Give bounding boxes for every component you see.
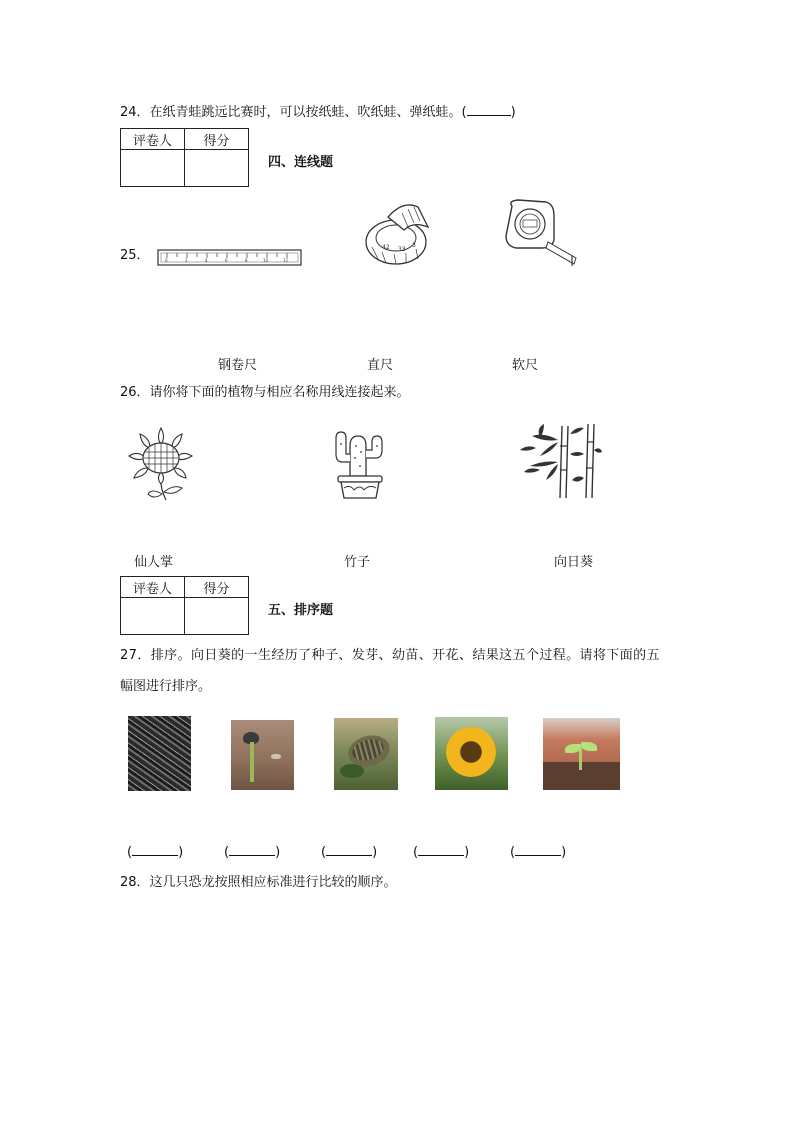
question-28: 28．这几只恐龙按照相应标准进行比较的顺序。 <box>120 875 397 890</box>
answer-slot-3: ( ) <box>321 845 378 860</box>
grader-cell[interactable] <box>121 150 185 187</box>
seeds-photo <box>128 716 191 791</box>
svg-text:33: 33 <box>398 246 406 253</box>
sunflower-drawing-icon <box>124 424 198 502</box>
question-24: 24．在纸青蛙跳远比赛时，可以按纸蛙、吹纸蛙、弹纸蛙。( ) <box>120 105 516 120</box>
svg-text:3: 3 <box>412 242 416 249</box>
answer-blank-27-1[interactable] <box>132 843 178 856</box>
score-table-1 <box>120 128 249 187</box>
svg-text:10: 10 <box>263 258 269 263</box>
ruler-icon <box>157 249 303 267</box>
answer-slot-2: ( ) <box>224 845 281 860</box>
answer-slot-5: ( ) <box>510 845 567 860</box>
answer-blank-27-4[interactable] <box>418 843 464 856</box>
question-25-number: 25． <box>120 248 150 263</box>
svg-text:42: 42 <box>382 244 390 251</box>
svg-text:4: 4 <box>205 258 208 263</box>
label-steel-tape: 钢卷尺 <box>218 358 258 373</box>
svg-text:8: 8 <box>245 258 248 263</box>
question-26: 26．请你将下面的植物与相应名称用线连接起来。 <box>120 385 410 400</box>
label-soft-tape: 软尺 <box>512 358 539 373</box>
answer-blank-24[interactable] <box>467 103 511 116</box>
score-cell[interactable] <box>185 150 249 187</box>
fruiting-photo <box>334 718 398 790</box>
label-bamboo: 竹子 <box>344 555 371 570</box>
section-4-title: 四、连线题 <box>268 155 334 170</box>
label-sunflower: 向日葵 <box>554 555 594 570</box>
cactus-drawing-icon <box>330 424 390 500</box>
grader-header: 评卷人 <box>121 129 185 150</box>
svg-text:2: 2 <box>185 258 188 263</box>
answer-blank-27-3[interactable] <box>326 843 372 856</box>
section-5-title: 五、排序题 <box>268 603 334 618</box>
score-header: 得分 <box>185 577 249 598</box>
seedling-photo <box>543 718 620 790</box>
sprouting-photo <box>231 720 294 790</box>
answer-slot-4: ( ) <box>413 845 470 860</box>
flowering-photo <box>435 717 508 790</box>
score-header: 得分 <box>185 129 249 150</box>
score-table-2 <box>120 576 249 635</box>
label-ruler: 直尺 <box>367 358 394 373</box>
svg-text:12: 12 <box>283 258 289 263</box>
answer-blank-27-2[interactable] <box>229 843 275 856</box>
grader-header: 评卷人 <box>121 577 185 598</box>
bamboo-drawing-icon <box>514 420 602 500</box>
label-cactus: 仙人掌 <box>134 555 174 570</box>
question-27-line-1: 27．排序。向日葵的一生经历了种子、发芽、幼苗、开花、结果这五个过程。请将下面的五 <box>120 648 660 663</box>
question-24-text: 24．在纸青蛙跳远比赛时，可以按纸蛙、吹纸蛙、弹纸蛙。( <box>120 105 467 120</box>
svg-text:0: 0 <box>165 258 168 263</box>
svg-text:6: 6 <box>225 258 228 263</box>
question-27-line-2: 幅图进行排序。 <box>120 679 212 694</box>
answer-blank-27-5[interactable] <box>515 843 561 856</box>
grader-cell[interactable] <box>121 598 185 635</box>
answer-slot-1: ( ) <box>127 845 184 860</box>
soft-tape-icon <box>358 197 438 273</box>
steel-tape-icon <box>498 196 582 270</box>
score-cell[interactable] <box>185 598 249 635</box>
